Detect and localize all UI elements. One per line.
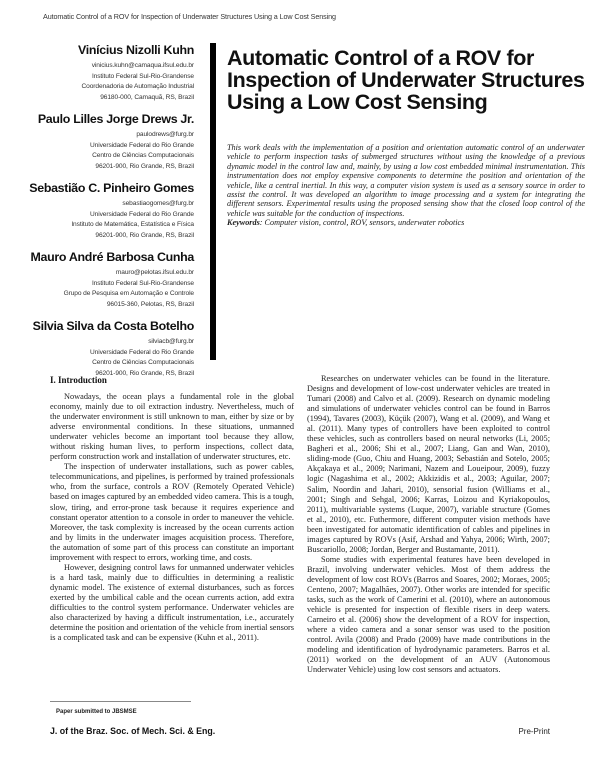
author-affiliation: Instituto Federal Sul-Rio-Grandense xyxy=(91,279,194,287)
paragraph: The inspection of underwater installations, such as power cables, telecommunications, and pipelines, is performed by trained professionals who, from the surface, controls a ROV (Remotely Operated Vehicle) based on images captured by an embedded video camera. This is a tough, slow, tiring, and error-prone task because it requires experience and constant operator attention to a console in order to maneuver the vehicle. Moreover, the task complexity is increased by the ocean currents action and by limits in the underwater images acquisition process. Therefore, the automation of some part of this process can constitute an important improvement with respect to errors, working time, and costs. xyxy=(50,462,294,562)
abstract-text: This work deals with the implementation of a position and orientation automatic control of an underwater vehicle to perform inspection tasks of submerged structures without using the knowledge of a previous dynamic model in the control law and, mainly, by using a low cost embedded minimal instrumentation. This instrumentation does not employ expensive components to determine the position and orientation of the vehicle, like a central inertial. In this way, a computer vision system is used as a sensory source in order to assist the control. It was developed an algorithm to image processing and a system for integrating the different sensors. Experimental results using the proposed sensing show that the closed loop control of the vehicle was suitable for the conduction of inspections. xyxy=(227,143,585,218)
journal-name: J. of the Braz. Soc. of Mech. Sci. & Eng. xyxy=(50,726,216,736)
author-affiliation: Universidade Federal do Rio Grande xyxy=(90,210,194,218)
author-name: Vinícius Nizolli Kuhn xyxy=(77,43,194,57)
keywords-label: Keywords xyxy=(227,218,260,228)
author-block xyxy=(0,250,194,310)
author-department: Coordenadoria de Automação Industrial xyxy=(81,83,194,90)
paragraph: Researches on underwater vehicles can be found in the literature. Designs and development of low-cost underwater vehicles are treated in Tumari (2008) and Calvo et al. (2009). Research on dynamic modeling and simulations of underwater vehicles control can be found in Barros (1994), Tavares (2003), Küçük (2007), Wang et al. (2009), and Wang et al. (2011). Many types of controllers have been exploited to control these vehicles, such as controllers based on neural networks (Li, 2005; Bagheri et al., 2006; Shi et al., 2007; Liang, Gan and Wan, 2010), sliding-mode (Guo, Chiu and Huang, 2003; Sebastián and Sotelo, 2005; Akçakaya et al., 2009; Narimani, Nazem and Loueipour, 2009), fuzzy logic (Nagashima et al., 2002; Akkizidis et al., 2003; Aguilar, 2007; Salim, Noordin and Jahari, 2010), sensorial fusion (Williams et al., 2001; Singh and Sehgal, 2006; Karras, Loizou and Kyriakopoulos, 2011), multivariable systems (Luque, 2007), variable structure (Gomes et al., 2010), etc. Futhermore, different computer vision methods have been investigated for automatic identification of cables and pipelines in images captured by ROVs (Asif, Arshad and Yahya, 2006; Wirth, 2007; Buscariollo, 2008; Jordan, Berger and Bustamante, 2011). xyxy=(307,374,550,554)
body-column-left xyxy=(50,392,294,643)
author-block xyxy=(0,181,194,241)
keywords-list: : Computer vision, control, ROV, sensors, underwater robotics xyxy=(259,218,465,228)
paper-title: Automatic Control of a ROV for Inspection of Underwater Structures Using a Low Cost Sensing xyxy=(227,46,585,114)
paragraph: Nowadays, the ocean plays a fundamental role in the global economy, mainly due to oil extraction industry. Nevertheless, much of the underwater environment is still unknown to man, either by size or by adverse environmental conditions. In these situations, unmanned underwater vehicles become an important tool because they allow, without risking human lives, to perform inspections, collect data, perform construction work and installation of underwater structures, etc. xyxy=(50,392,294,462)
author-email[interactable]: sebastiaogomes@furg.br xyxy=(122,200,194,207)
author-department: Centro de Ciências Computacionais xyxy=(92,359,194,366)
author-name: Paulo Lilles Jorge Drews Jr. xyxy=(37,112,194,126)
author-email[interactable]: silviacb@furg.br xyxy=(148,338,194,345)
author-name: Sebastião C. Pinheiro Gomes xyxy=(29,181,194,195)
author-list xyxy=(0,43,194,388)
author-email[interactable]: paulodrews@furg.br xyxy=(136,131,194,138)
author-name: Silvia Silva da Costa Botelho xyxy=(32,319,194,333)
footnote: Paper submitted to JBSMSE xyxy=(56,709,137,715)
author-affiliation: Instituto Federal Sul-Rio-Grandense xyxy=(91,72,194,80)
body-column-right xyxy=(307,374,550,675)
author-address: 96201-900, Rio Grande, RS, Brazil xyxy=(95,231,194,239)
author-address: 96201-900, Rio Grande, RS, Brazil xyxy=(95,369,194,377)
author-address: 96015-360, Pelotas, RS, Brazil xyxy=(106,300,194,308)
author-block xyxy=(0,319,194,379)
author-block xyxy=(0,112,194,172)
author-affiliation: Universidade Federal do Rio Grande xyxy=(90,348,194,356)
author-department: Centro de Ciências Computacionais xyxy=(92,152,194,159)
preprint-label: Pre-Print xyxy=(518,727,550,736)
author-affiliation: Universidade Federal do Rio Grande xyxy=(90,141,194,149)
abstract xyxy=(227,143,585,228)
paragraph: Some studies with experimental features have been developed in Brazil, involving underwater vehicles. Most of them address the development of low cost ROVs (Barros and Soares, 2002; Moraes, 2005; Centeno, 2007; Magalhães, 2007). Other works are intended for specific tasks, such as the work of Camerini et al. (2010), where an autonomous vehicle is presented for inspection of flexible risers in deep waters. Carneiro et al. (2006) show the development of a ROV for inspection, where a video camera and a sonar sensor was used to the position control. Avila (2008) and Prado (2009) have made contributions in the modeling and identification of hydrodynamic parameters. Barros et al. (2011) worked on the development of an AUV (Autonomous Underwater Vehicle) using low cost sensors and actuators. xyxy=(307,554,550,675)
author-email[interactable]: vinicius.kuhn@camaqua.ifsul.edu.br xyxy=(91,62,194,69)
author-address: 96180-000, Camaquã, RS, Brazil xyxy=(100,93,194,101)
author-address: 96201-900, Rio Grande, RS, Brazil xyxy=(95,162,194,170)
author-department: Instituto de Matemática, Estatística e Física xyxy=(71,221,194,228)
running-head: Automatic Control of a ROV for Inspection of Underwater Structures Using a Low Cost Sensing xyxy=(43,12,336,21)
author-email[interactable]: mauro@pelotas.ifsul.edu.br xyxy=(115,269,194,276)
footnote-divider xyxy=(50,701,191,702)
decorative-vertical-bar xyxy=(210,43,216,360)
section-heading: I. Introduction xyxy=(50,375,107,385)
author-department: Grupo de Pesquisa em Automação e Controle xyxy=(63,290,194,297)
paragraph: However, designing control laws for unmanned underwater vehicles is a hard task, mainly due to difficulties in determining a realistic dynamic model. The existence of external disturbances, such as forces exerted by the umbilical cable and the ocean currents action, add extra difficulties to the control system performance. Underwater vehicles are also characterized by having a difficult instrumentation, i.e., accurately determine the position and orientation of the vehicle from inertial sensors is a complicated task and can be expensive (Kuhn et al., 2011). xyxy=(50,562,294,643)
author-block xyxy=(0,43,194,103)
author-name: Mauro André Barbosa Cunha xyxy=(30,250,194,264)
